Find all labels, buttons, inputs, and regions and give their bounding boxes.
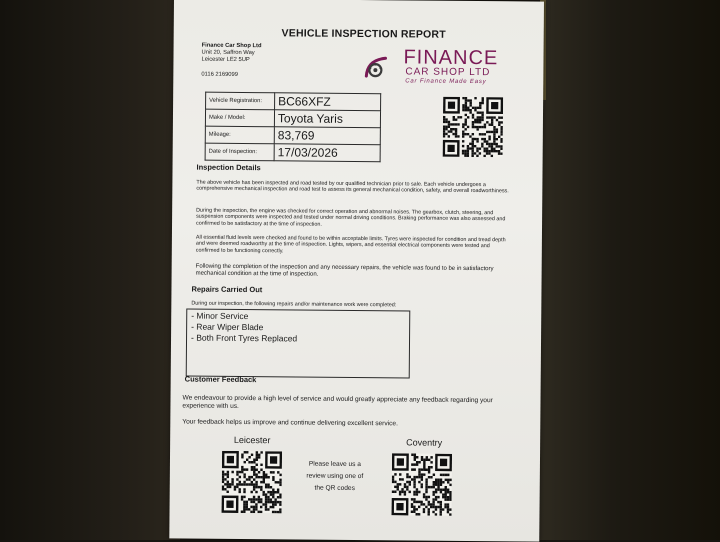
company-name: Finance Car Shop Ltd — [201, 42, 262, 50]
mileage-label: Mileage: — [205, 126, 274, 144]
mileage-value: 83,769 — [274, 127, 380, 145]
logo-text-car-shop: CAR SHOP LTD — [405, 66, 491, 79]
background-left — [0, 0, 180, 540]
inspection-report-paper — [169, 0, 544, 542]
vehicle-registration-label: Vehicle Registration: — [206, 92, 275, 110]
vehicle-details-table — [205, 92, 382, 163]
feedback-paragraph-1: We endeavour to provide a high level of service and would greatly appreciate any feedback regarding your experience with us. — [182, 394, 493, 410]
feedback-paragraph-2: Your feedback helps us improve and continue delivering excellent service. — [182, 418, 398, 428]
vehicle-registration-value: BC66XFZ — [275, 93, 381, 111]
table-row — [206, 92, 381, 111]
inspection-paragraph-2: During the inspection, the engine was checked for correct operation and abnormal noises. The gearbox, clutch, steering, and suspension components were inspected and tested under normal driving conditions. Braking performance was also assessed and confirmed to be satisfactory at the time of inspection. — [196, 207, 506, 228]
feedback-heading: Customer Feedback — [184, 374, 257, 385]
company-phone: 0116 2169099 — [201, 71, 239, 78]
list-item: - Both Front Tyres Replaced — [191, 332, 298, 344]
logo-tagline: Car Finance Made Easy — [405, 78, 487, 86]
inspection-paragraph-1: The above vehicle has been inspected and road tested by our qualified technician prior to sale. Each vehicle undergoes a comprehensive mechanical inspection and road test to assess its general mechanical condition, safety, and overall roadworthiness. — [196, 179, 509, 195]
logo-text-finance: FINANCE — [403, 46, 499, 70]
repairs-heading: Repairs Carried Out — [191, 284, 263, 295]
table-row — [205, 126, 380, 145]
list-item: - Minor Service — [191, 310, 249, 322]
address-line-1: Unit 20, Saffron Way — [201, 49, 255, 57]
inspection-heading: Inspection Details — [196, 162, 261, 173]
inspection-paragraph-3: All essential fluid levels were checked and found to be within acceptable limits. Tyres were inspected for condition and tread depth and were deemed roadworthy at the time of inspection. Lights, wipers, and essential electrical components were tested and confirmed to be functioning correctly. — [195, 234, 506, 255]
company-logo-icon — [363, 54, 391, 82]
leicester-qr-code-icon[interactable] — [222, 451, 283, 514]
make-model-value: Toyota Yaris — [274, 110, 380, 128]
report-title: VEHICLE INSPECTION REPORT — [281, 27, 446, 41]
location-coventry: Coventry — [406, 437, 443, 448]
address-line-2: Leicester LE2 5UP — [201, 56, 250, 64]
inspection-date-label: Date of Inspection: — [205, 143, 274, 161]
list-item: - Rear Wiper Blade — [191, 321, 264, 333]
company-address — [201, 43, 261, 65]
repairs-intro: During our inspection, the following repairs and/or maintenance work were completed: — [191, 300, 397, 309]
inspection-paragraph-4: Following the completion of the inspection and any necessary repairs, the vehicle was found to be in satisfactory mechanical condition at the time of inspection. — [195, 263, 494, 278]
repairs-list-box — [186, 309, 411, 379]
location-leicester: Leicester — [233, 434, 271, 446]
inspection-date-value: 17/03/2026 — [274, 144, 380, 162]
background-right — [540, 0, 720, 540]
make-model-label: Make / Model: — [205, 109, 274, 127]
coventry-qr-code-icon[interactable] — [392, 453, 453, 516]
table-row — [205, 143, 380, 162]
table-row — [205, 109, 380, 128]
qr-prompt: Please leave us a review using one of the QR codes — [306, 460, 364, 492]
qr-code-icon[interactable] — [443, 97, 504, 158]
